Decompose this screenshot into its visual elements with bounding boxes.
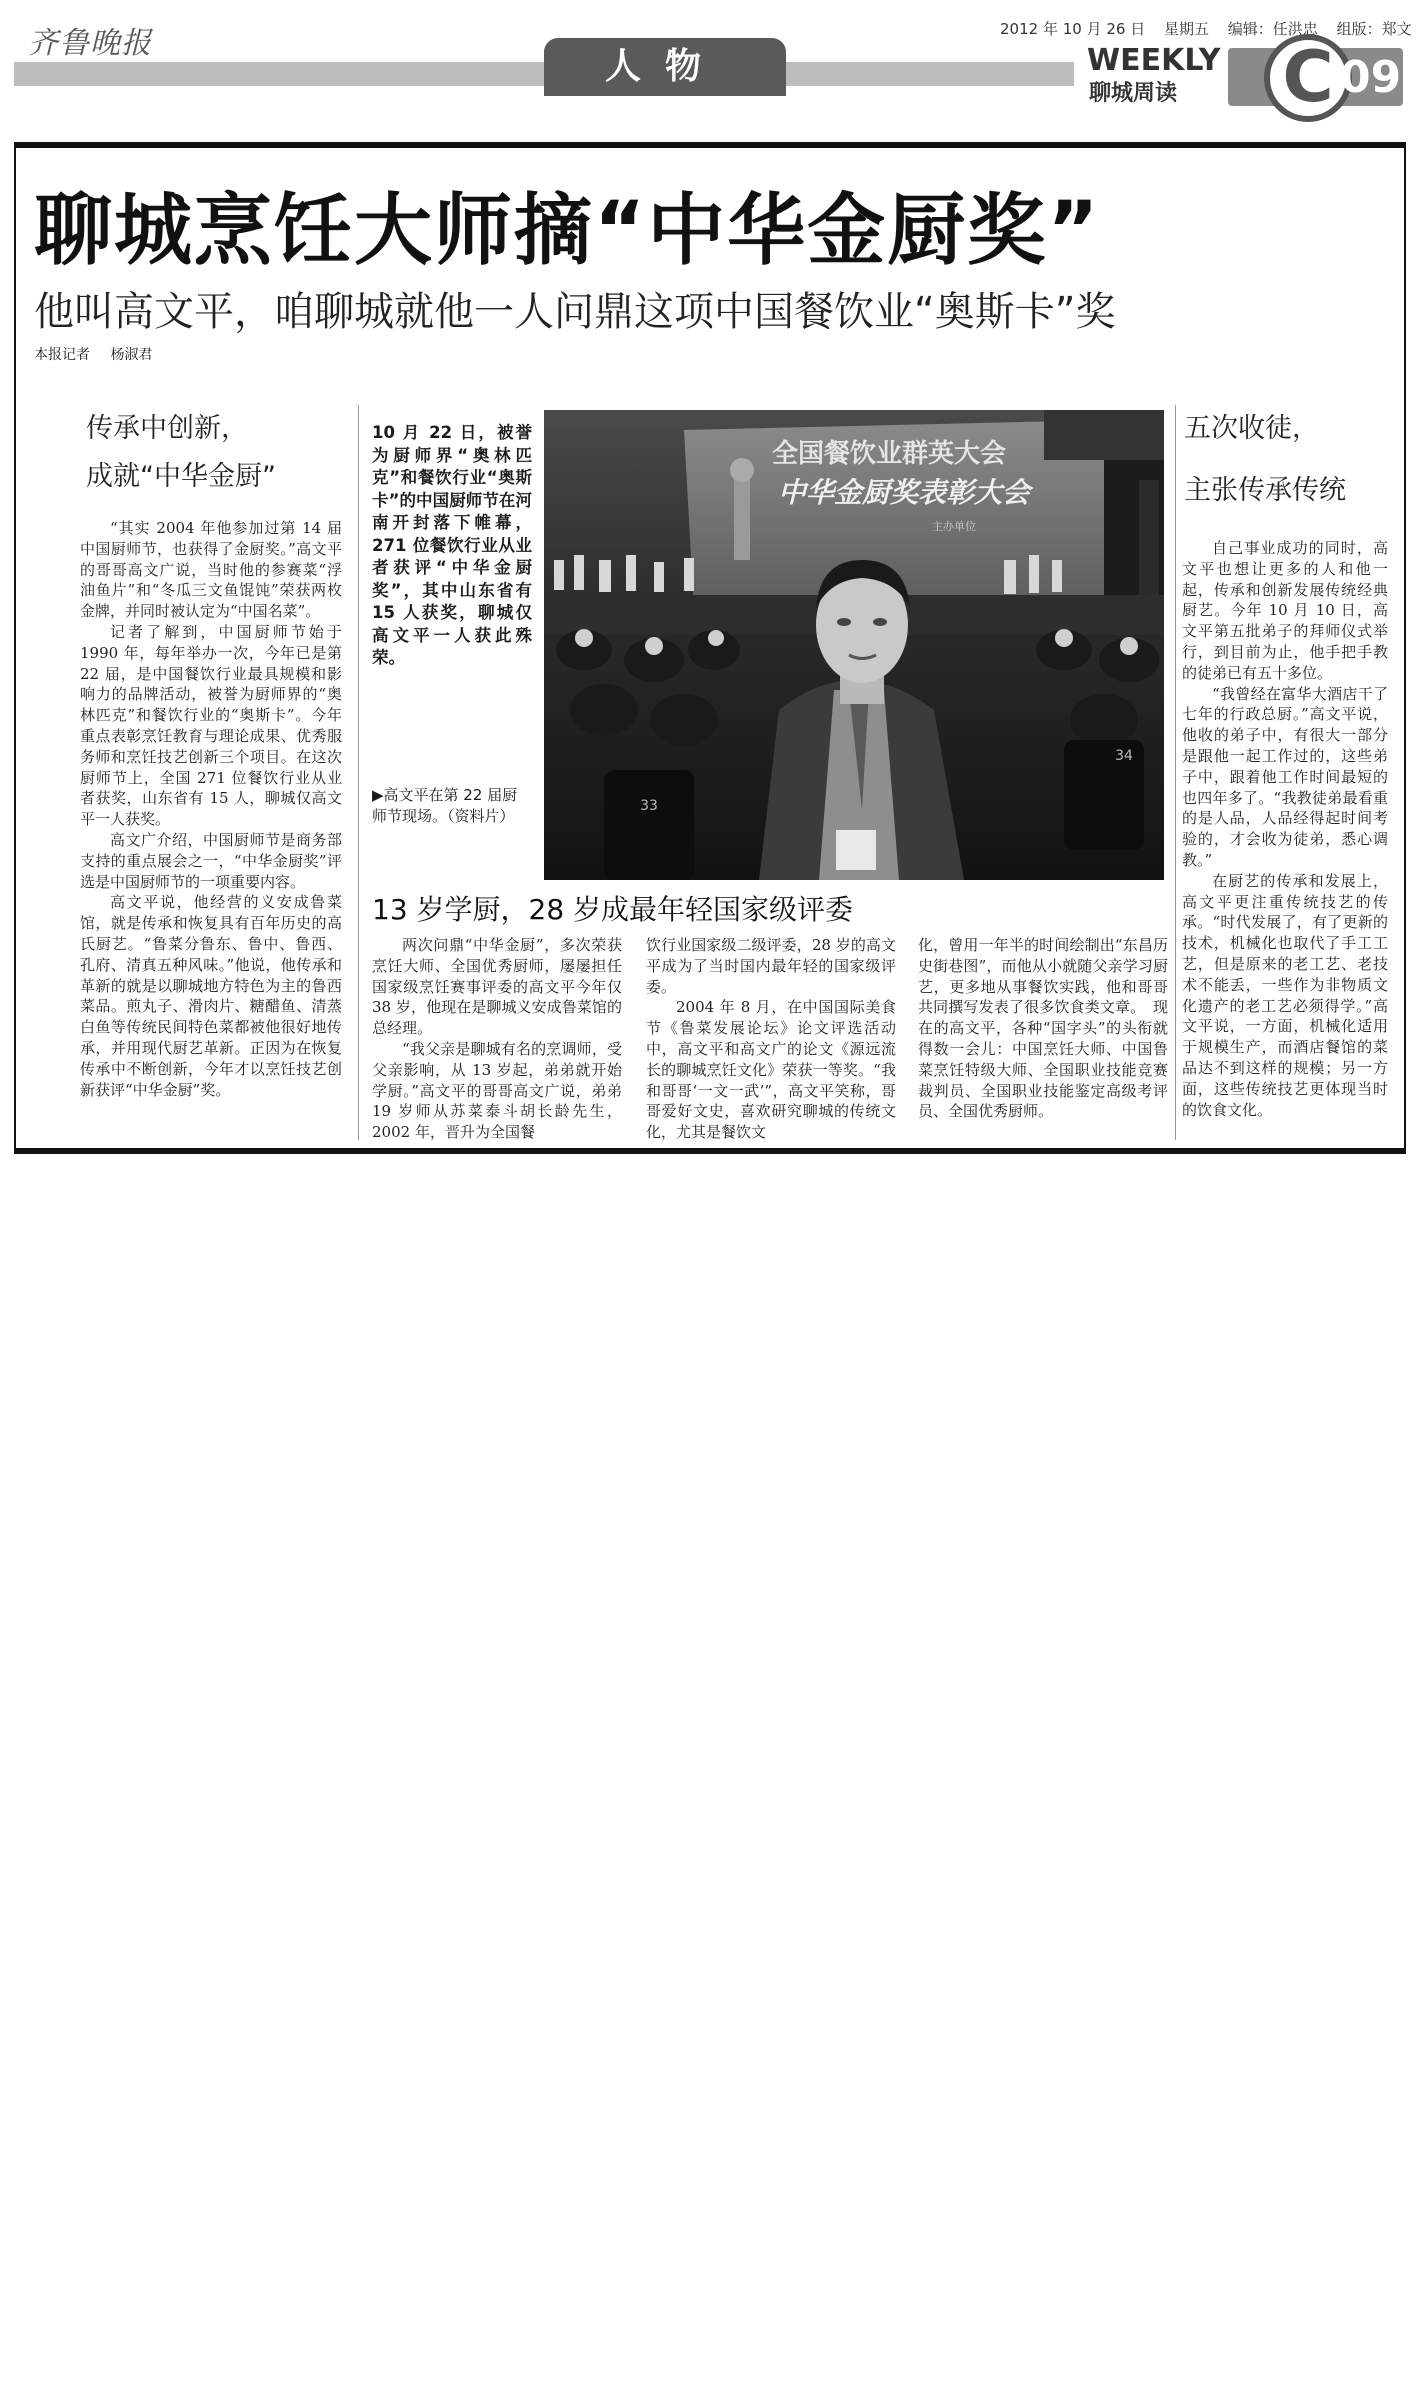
column-divider — [1175, 405, 1176, 1140]
newspaper-logo: 齐鲁晚报 — [28, 26, 152, 61]
paragraph: 在厨艺的传承和发展上，高文平更注重传统技艺的传承。“时代发展了，有了更新的技术，机械化也取代了手工工艺，但是原来的老工艺、老技术不能丢，一些作为非物质文化遗产的老工艺必须得学。”高文平说，一方面，机械化适用于规模生产，而酒店餐馆的菜品达不到这样的规模；另一方面，这些传统技艺更体现当时的饮食文化。 — [1182, 871, 1388, 1119]
paragraph: 高文广介绍，中国厨师节是商务部支持的重点展会之一，“中华金厨奖”评选是中国厨师节的一项重要内容。 — [80, 830, 342, 891]
frame-top-rule — [14, 142, 1406, 148]
section3-title-line1: 五次收徒， — [1184, 413, 1319, 444]
photo-caption: ▶高文平在第 22 届厨师节现场。（资料片） — [372, 786, 518, 825]
edition-letter: C — [1264, 34, 1352, 122]
award-ceremony-photo — [544, 410, 1164, 880]
section3-title-line2: 主张传承传统 — [1184, 475, 1346, 506]
section2-body-col3 — [918, 935, 1168, 1122]
weekly-label: WEEKLY — [1087, 43, 1221, 78]
section2-title: 13 岁学厨，28 岁成最年轻国家级评委 — [372, 893, 854, 926]
section-tab: 人物 — [544, 38, 786, 96]
paragraph: 化，曾用一年半的时间绘制出“东昌历史街巷图”，而他从小就随父亲学习厨艺，更多地从事餐饮实践，他和哥哥共同撰写发表了很多饮食类文章。 现在的高文平，各种“国字头”的头衔就得数一会儿：中国烹饪大师、中国鲁菜烹饪特级大师、全国职业技能竞赛裁判员、全国职业技能鉴定高级考评员、全国优秀厨师。 — [918, 936, 1168, 1121]
column-divider — [358, 405, 359, 1140]
photo-intro: 10 月 22 日，被誉为厨师界“奥林匹克”和餐饮行业“奥斯卡”的中国厨师节在河南开封落下帷幕，271 位餐饮行业从业者获评“中华金厨奖”，其中山东省有 15 人获奖，聊城仅高文平一人获此殊荣。 — [372, 423, 532, 667]
frame-left-rule — [14, 142, 16, 1154]
photo-banner-line1: 全国餐饮业群英大会 — [771, 439, 1007, 469]
issue-weekday: 星期五 — [1163, 20, 1209, 38]
paragraph: “我曾经在富华大酒店干了七年的行政总厨。”高文平说，他收的弟子中，有很大一部分是跟他一起工作过的，这些弟子中，跟着他工作时间最短的也四年多了。“我教徒弟最看重的是人品，人品经得起时间考验的，才会收为徒弟，悉心调教。” — [1182, 684, 1388, 869]
issue-meta — [1000, 18, 1417, 39]
page-number: 09 — [1340, 52, 1402, 103]
paragraph: 高文平说，他经营的义安成鲁菜馆，就是传承和恢复具有百年历史的高氏厨艺。“鲁菜分鲁东、鲁中、鲁西、孔府、清真五种风味。”他说，他传承和革新的就是以聊城地方特色为主的鲁西菜品。煎丸子、滑肉片、糖醋鱼、清蒸白鱼等传统民间特色菜都被他很好地传承，并用现代厨艺革新。正因为在恢复传承中不断创新，今年才以烹饪技艺创新获评“中华金厨”奖。 — [80, 893, 342, 1099]
paragraph: 两次问鼎“中华金厨”，多次荣获烹饪大师、全国优秀厨师，屡屡担任国家级烹饪赛事评委的高文平今年仅 38 岁，他现在是聊城义安成鲁菜馆的总经理。 — [372, 936, 622, 1038]
frame-bottom-rule — [14, 1148, 1406, 1154]
section1-title-line1: 传承中创新， — [86, 413, 248, 444]
section2-body-col2 — [646, 935, 896, 1143]
issue-date: 2012 年 10 月 26 日 — [1000, 20, 1146, 38]
byline — [34, 344, 168, 364]
byline-name: 杨淑君 — [110, 347, 153, 363]
section2-body-col1 — [372, 935, 622, 1143]
photo-banner-small: 主办单位 — [932, 520, 976, 533]
paragraph: 记者了解到，中国厨师节始于 1990 年，每年举办一次，今年已是第 22 届，是中国餐饮行业最具规模和影响力的品牌活动，被誉为厨师界的“奥林匹克”和餐饮行业的“奥斯卡”。今年重点表彰烹饪教育与理论成果、优秀服务师和烹饪技艺创新三个项目。在这次厨师节上，全国 271 位餐饮行业从业者获奖，山东省有 15 人，聊城仅高文平一人获奖。 — [80, 622, 342, 829]
paragraph: “我父亲是聊城有名的烹调师，受父亲影响，从 13 岁起，弟弟就开始学厨。”高文平的哥哥高文广说，弟弟 19 岁师从苏菜泰斗胡长龄先生，2002 年，晋升为全国餐 — [372, 1039, 622, 1142]
photo-banner-line2: 中华金厨奖表彰大会 — [777, 476, 1031, 509]
frame-right-rule — [1404, 142, 1406, 1154]
photo-seat-label-1: 33 — [640, 798, 658, 814]
paragraph: 饮行业国家级二级评委，28 岁的高文平成为了当时国内最年轻的国家级评委。 — [646, 936, 896, 996]
headline: 聊城烹饪大师摘“中华金厨奖” — [34, 186, 1101, 276]
editor-credit: 编辑：任洪忠 — [1227, 20, 1318, 38]
section1-title-line2: 成就“中华金厨” — [86, 461, 276, 492]
section3-body — [1182, 538, 1388, 1120]
section3-title — [1184, 405, 1346, 515]
designer-credit: 组版：郑文 — [1336, 20, 1412, 38]
section1-title — [86, 405, 276, 501]
subheadline: 他叫高文平，咱聊城就他一人问鼎这项中国餐饮业“奥斯卡”奖 — [34, 289, 1116, 335]
photo-seat-label-2: 34 — [1115, 748, 1133, 764]
paragraph: 2004 年 8 月，在中国国际美食节《鲁菜发展论坛》论文评选活动中，高文平和高文广的论文《源远流长的聊城烹饪文化》荣获一等奖。“我和哥哥‘一文一武’”，高文平笑称，哥哥爱好文史，喜欢研究聊城的传统文化，尤其是餐饮文 — [646, 998, 896, 1142]
weekly-sub-label: 聊城周读 — [1089, 81, 1178, 106]
byline-label: 本报记者 — [34, 347, 90, 363]
paragraph: 自己事业成功的同时，高文平也想让更多的人和他一起，传承和创新发展传统经典厨艺。今年 10 月 10 日，高文平第五批弟子的拜师仪式举行，到目前为止，他手把手教的徒弟已有五十多位。 — [1182, 539, 1388, 682]
paragraph: “其实 2004 年他参加过第 14 届中国厨师节，也获得了金厨奖。”高文平的哥哥高文广说，当时他的参赛菜“浮油鱼片”和“冬瓜三文鱼馄饨”荣获两枚金牌，并同时被认定为“中国名菜”。 — [80, 519, 342, 621]
section1-body — [80, 518, 342, 1100]
